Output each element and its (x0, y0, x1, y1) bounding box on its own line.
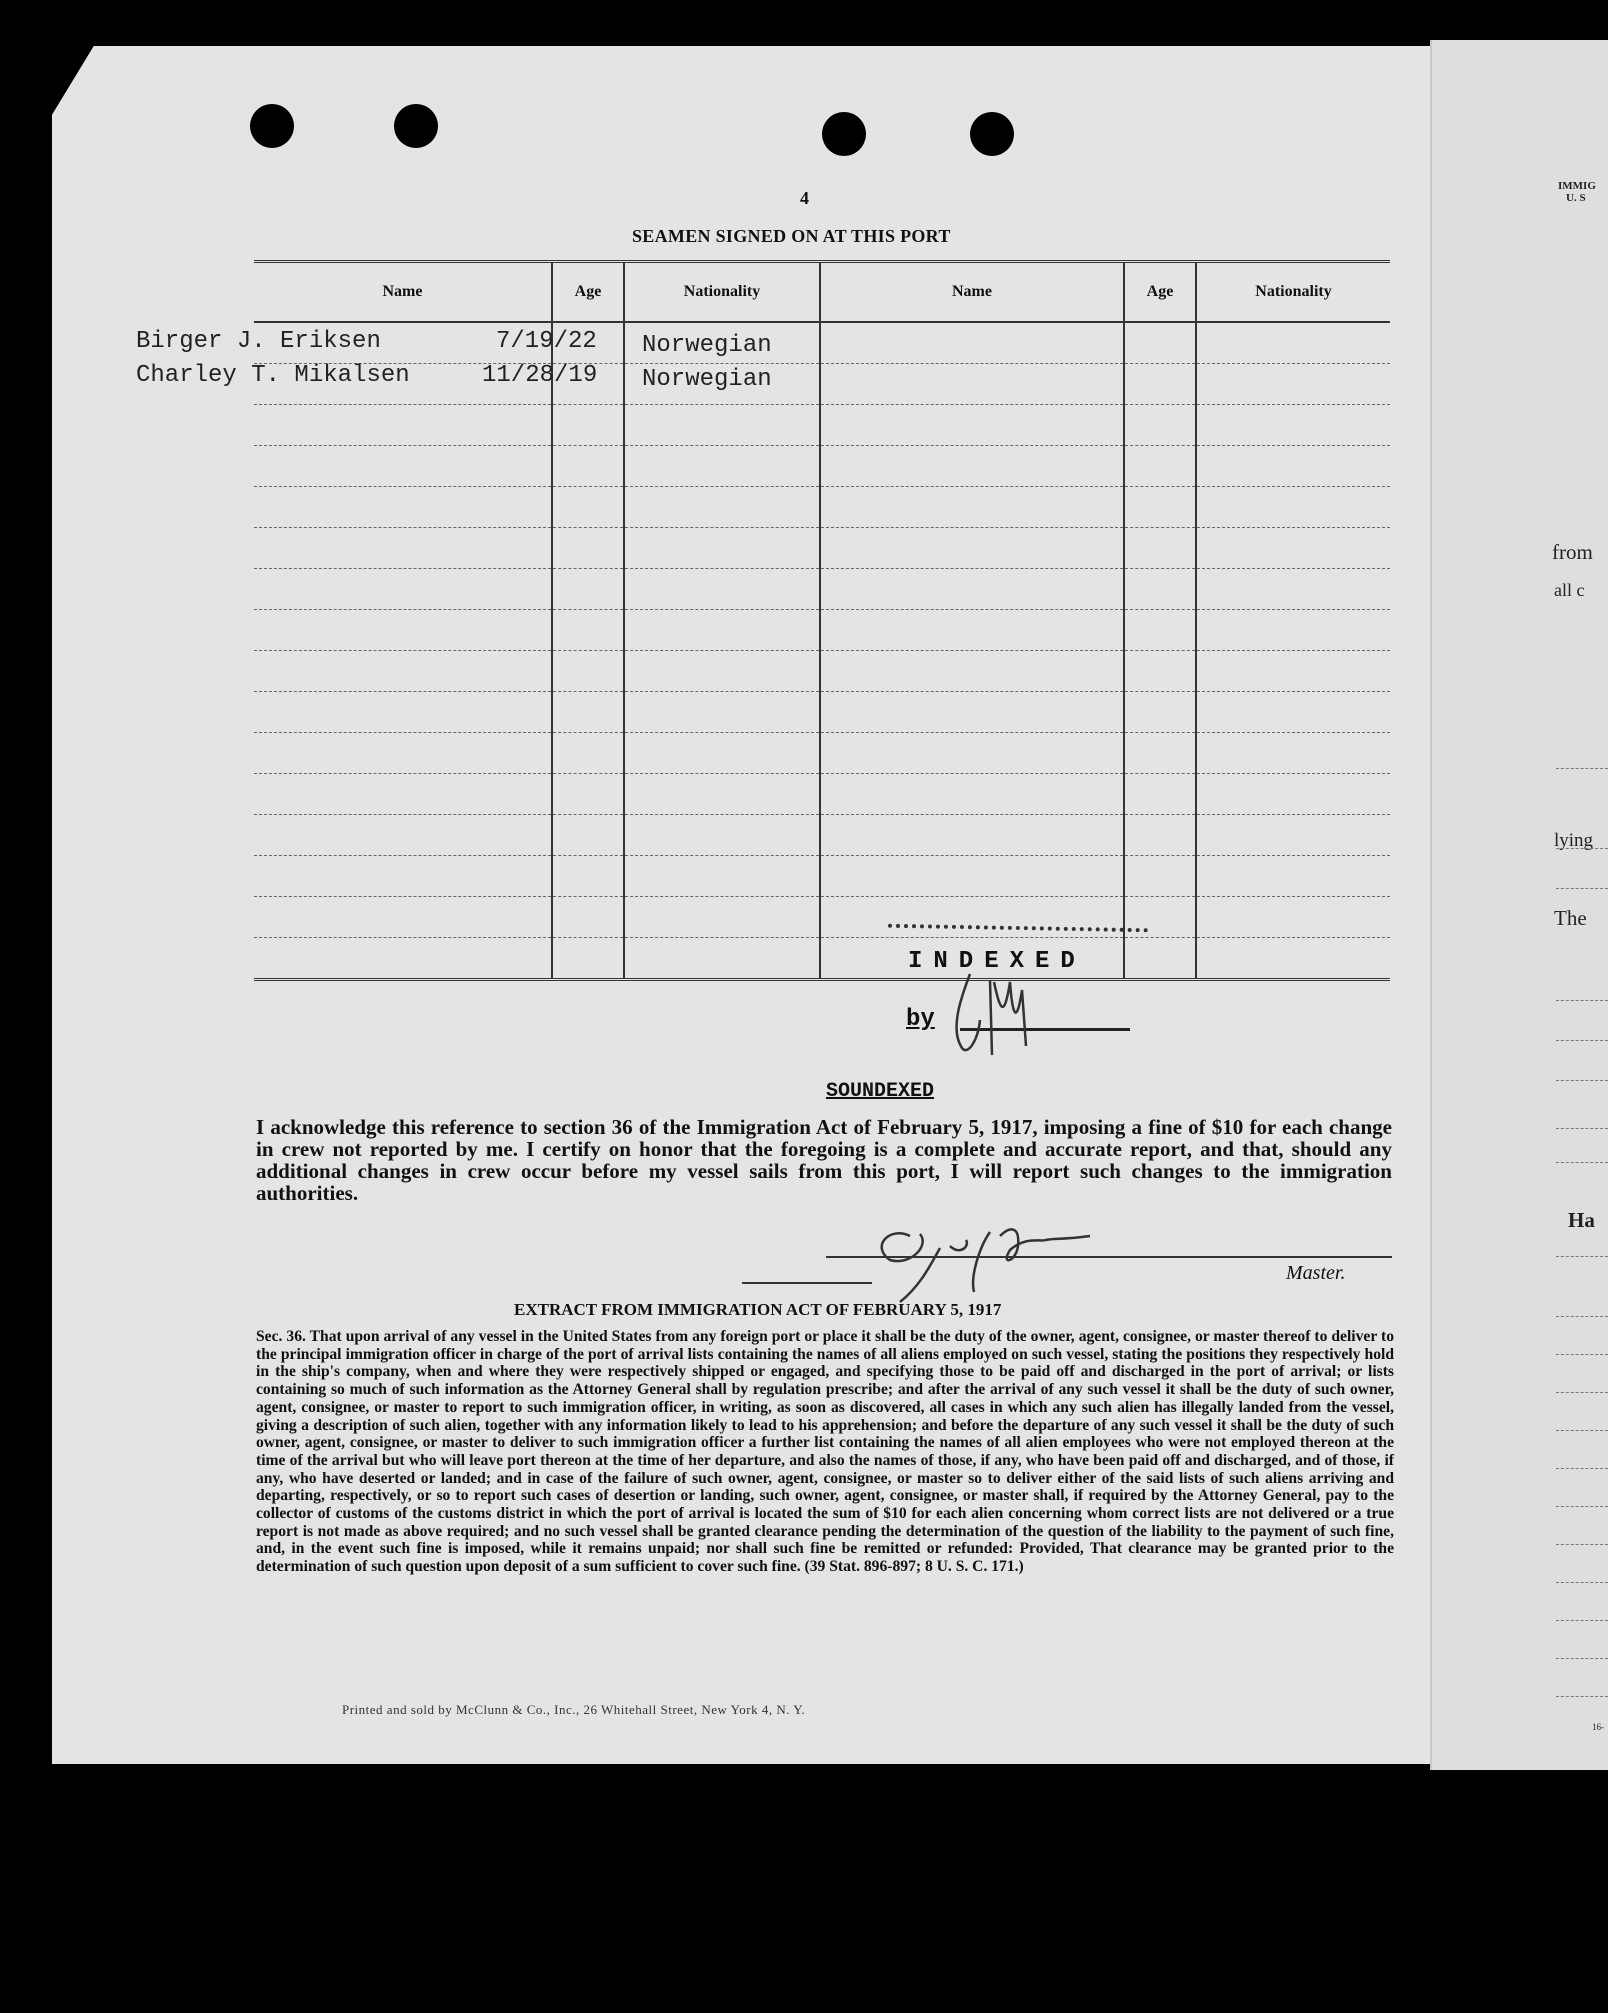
punch-hole (394, 104, 438, 148)
column-header-name: Name (254, 262, 552, 323)
table-cell (254, 405, 552, 446)
table-cell (552, 405, 624, 446)
table-cell (1196, 692, 1390, 733)
table-row (254, 815, 1390, 856)
table-cell (254, 487, 552, 528)
crew-entry-nationality: Norwegian (642, 366, 772, 393)
table-cell (254, 446, 552, 487)
table-cell (1124, 938, 1196, 980)
master-label: Master. (1286, 1262, 1346, 1284)
table-cell (1124, 322, 1196, 364)
table-cell (1196, 405, 1390, 446)
indexed-stamp: INDEXED (908, 948, 1086, 975)
right-page-text: The (1554, 906, 1587, 930)
table-cell (552, 897, 624, 938)
table-row (254, 569, 1390, 610)
table-cell (552, 774, 624, 815)
table-cell (624, 733, 820, 774)
table-cell (552, 446, 624, 487)
table-row (254, 856, 1390, 897)
table-cell (1124, 528, 1196, 569)
table-cell (820, 610, 1124, 651)
table-cell (1124, 364, 1196, 405)
table-cell (1196, 322, 1390, 364)
table-cell (820, 733, 1124, 774)
table-cell (552, 938, 624, 980)
column-header-nationality: Nationality (624, 262, 820, 323)
table-cell (624, 528, 820, 569)
acknowledgement-text: I acknowledge this reference to section 36 of the Immigration Act of February 5, 1917, imposing a fine of $10 for each change in crew not reported by me. I certify on honor that the foregoing is a complete and accurate report, and that, should any additional changes in crew occur before my vessel sails from this port, I will report such changes to the immigration authorities. (256, 1115, 1392, 1205)
table-cell (624, 815, 820, 856)
printer-imprint: Printed and sold by McClunn & Co., Inc., 26 Whitehall Street, New York 4, N. Y. (342, 1702, 806, 1717)
table-row (254, 322, 1390, 364)
table-cell (820, 774, 1124, 815)
table-cell (254, 815, 552, 856)
table-cell (1124, 733, 1196, 774)
column-header-name: Name (820, 262, 1124, 323)
crew-entry-name: Birger J. Eriksen (136, 328, 381, 355)
table-cell (254, 897, 552, 938)
table-cell (1124, 446, 1196, 487)
crew-entry-nationality: Norwegian (642, 332, 772, 359)
table-row (254, 528, 1390, 569)
right-page-footer: 16- (1592, 1722, 1604, 1732)
table-cell (552, 815, 624, 856)
table-cell (1196, 938, 1390, 980)
table-row (254, 610, 1390, 651)
table-cell (624, 487, 820, 528)
table-cell (552, 651, 624, 692)
table-cell (1124, 610, 1196, 651)
initials-signature (940, 960, 1060, 1070)
table-cell (1196, 774, 1390, 815)
table-cell (624, 610, 820, 651)
table-cell (1124, 856, 1196, 897)
table-cell (820, 405, 1124, 446)
table-cell (1196, 487, 1390, 528)
table-row (254, 774, 1390, 815)
table-cell (1196, 364, 1390, 405)
table-cell (552, 856, 624, 897)
table-row (254, 651, 1390, 692)
soundexed-stamp: SOUNDEXED (826, 1080, 935, 1103)
table-cell (1196, 651, 1390, 692)
crew-entry-name: Charley T. Mikalsen (136, 362, 410, 389)
column-header-nationality: Nationality (1255, 283, 1332, 300)
table-row (254, 364, 1390, 405)
table-cell (1196, 446, 1390, 487)
table-cell (624, 774, 820, 815)
right-page-header: U. S (1566, 192, 1586, 204)
table-row (254, 446, 1390, 487)
right-page-text: from (1552, 540, 1593, 564)
table-cell (624, 405, 820, 446)
table-cell (254, 774, 552, 815)
table-cell (624, 856, 820, 897)
right-page-text: Ha (1568, 1208, 1595, 1232)
table-cell (624, 569, 820, 610)
extract-text: Sec. 36. That upon arrival of any vessel in the United States from any foreign port or place it shall be the duty of the owner, agent, consignee, or master thereof to deliver to the principal immigration officer in charge of the port of arrival lists containing the names of all aliens employed on such vessel, stating the positions they respectively hold in the ship's company, when and where they were respectively shipped or engaged, and specifying those to be paid off and discharged in the port of arrival; or lists containing so much of such information as the Attorney General shall by regulation prescribe; and after the arrival of any such vessel it shall be the duty of such owner, agent, consignee, or master to report to such immigration officer, in writing, as soon as discovered, all cases in which any such alien has illegally landed from the vessel, giving a description of such alien, together with any information likely to lead to his apprehension; and before the departure of any such vessel it shall be the duty of such owner, agent, consignee, or master to deliver to such immigration officer a further list containing the names of all alien employees who were not employed thereon at the time of the arrival but who will leave port thereon at the time of her departure, and also the names of those, if any, who have been paid off and discharged, and of those, if any, who have deserted or landed; and in case of the failure of such owner, agent, consignee, or master so to deliver either of the said lists of such aliens arriving and departing, respectively, or so to report such cases of desertion or landing, such owner, agent, consignee, or master shall, if required by the Attorney General, pay to the collector of customs of the customs district in which the port of arrival is located the sum of $10 for each alien concerning whom correct lists are not delivered or a true report is not made as above required; and no such vessel shall be granted clearance pending the determination of the question of the liability to the payment of such fine, and, in the event such fine is imposed, while it remains unpaid; nor shall such fine be remitted or refunded: Provided, That clearance may be granted prior to the determination of such question upon deposit of a sum sufficient to cover such fine. (39 Stat. 896-897; 8 U. S. C. 171.) (256, 1328, 1394, 1576)
crew-entry-date: 7/19/22 (496, 328, 597, 355)
table-cell (820, 815, 1124, 856)
indexed-by-stamp: by (906, 1006, 935, 1033)
crew-entry-date: 11/28/19 (482, 362, 598, 389)
table-row (254, 733, 1390, 774)
table-cell (820, 487, 1124, 528)
table-cell (552, 692, 624, 733)
table-cell (1196, 528, 1390, 569)
table-cell (254, 692, 552, 733)
table-row (254, 405, 1390, 446)
column-header-age: Age (1124, 262, 1196, 323)
table-cell (624, 938, 820, 980)
table-cell (820, 528, 1124, 569)
table-cell (1196, 569, 1390, 610)
table-cell (1196, 610, 1390, 651)
table-cell (1124, 569, 1196, 610)
master-signature (850, 1206, 1210, 1306)
right-page-header: IMMIG (1558, 180, 1596, 192)
table-cell (552, 610, 624, 651)
table-cell (552, 569, 624, 610)
table-cell (820, 897, 1124, 938)
table-cell (820, 856, 1124, 897)
table-row (254, 692, 1390, 733)
table-cell (624, 897, 820, 938)
table-cell (254, 856, 552, 897)
table-cell (552, 528, 624, 569)
table-cell (1196, 856, 1390, 897)
punch-hole (250, 104, 294, 148)
right-page-text: all c (1554, 580, 1585, 600)
crew-table (254, 260, 1390, 981)
table-cell (1124, 815, 1196, 856)
column-header-age: Age (552, 262, 624, 323)
table-cell (254, 733, 552, 774)
adjacent-page (1430, 40, 1608, 1770)
table-cell (1196, 897, 1390, 938)
table-cell (254, 651, 552, 692)
table-cell (552, 733, 624, 774)
table-row (254, 897, 1390, 938)
page-number: 4 (800, 188, 809, 208)
table-cell (254, 528, 552, 569)
table-cell (820, 322, 1124, 364)
table-cell (1196, 733, 1390, 774)
table-cell (254, 569, 552, 610)
table-cell (1124, 487, 1196, 528)
right-page-text: lying (1554, 830, 1594, 851)
table-cell (820, 651, 1124, 692)
table-row (254, 938, 1390, 980)
table-cell (1124, 774, 1196, 815)
table-cell (624, 446, 820, 487)
table-cell (820, 569, 1124, 610)
table-cell (820, 364, 1124, 405)
table-cell (820, 446, 1124, 487)
table-cell (1124, 692, 1196, 733)
form-heading: SEAMEN SIGNED ON AT THIS PORT (632, 226, 951, 246)
table-cell (1196, 815, 1390, 856)
table-cell (1124, 651, 1196, 692)
table-cell (624, 651, 820, 692)
extract-title: EXTRACT FROM IMMIGRATION ACT OF FEBRUARY 5, 1917 (514, 1300, 1002, 1319)
punch-hole (822, 112, 866, 156)
table-cell (820, 692, 1124, 733)
table-cell (254, 610, 552, 651)
table-row (254, 487, 1390, 528)
table-cell (1124, 405, 1196, 446)
table-cell (254, 938, 552, 980)
punch-hole (970, 112, 1014, 156)
table-cell (624, 692, 820, 733)
table-cell (552, 487, 624, 528)
